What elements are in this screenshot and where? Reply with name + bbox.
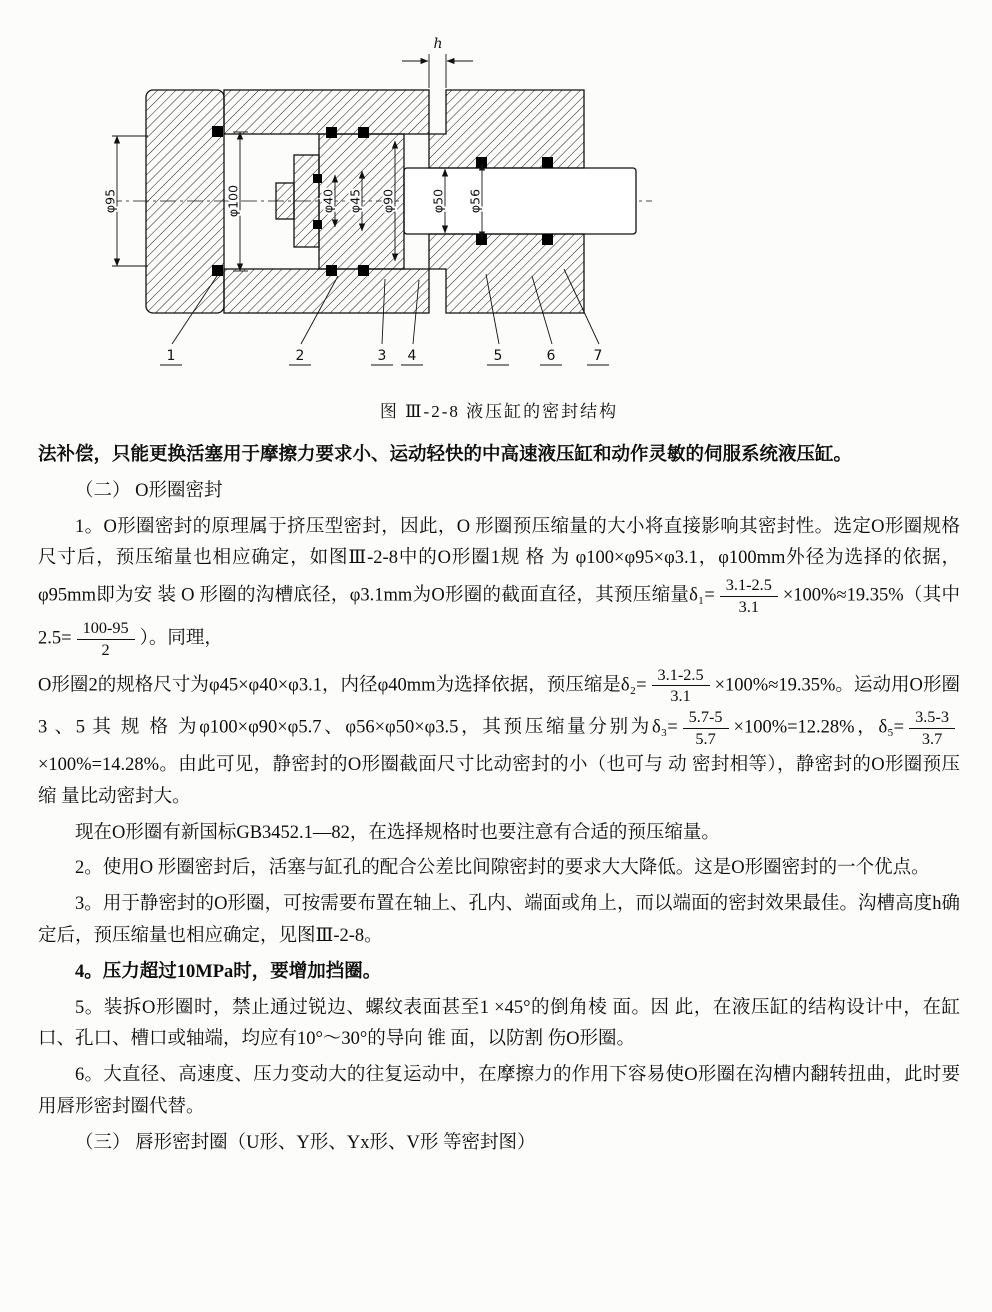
paragraph-7: 5。装拆O形圈时，禁止通过锐边、螺纹表面甚至1 ×45°的倒角棱 面。因 此，在液压缸的结构设计中，在缸口、孔口、槽口或轴端，均应有10°～30°的导向 锥 面，以防割 伤O形圈。 xyxy=(38,997,960,1050)
svg-text:φ56: φ56 xyxy=(467,188,483,214)
section-heading: （二） O形圈密封 xyxy=(75,480,223,501)
o-ring xyxy=(313,174,322,183)
o-ring xyxy=(358,265,369,276)
paragraph-1 xyxy=(38,512,960,661)
paragraph-4: 2。使用O 形圈密封后，活塞与缸孔的配合公差比间隙密封的要求大大降低。这是O形圈密封的一个优点。 xyxy=(75,858,930,879)
text-run: 1。O形圈密封的原理属于挤压型密封，因此，O 形圈预压缩量的大小将直接影响其密封性。选定O形圈规格尺寸后，预压缩量也相应确定，如图Ⅲ-2-8中的O形圈1规 格 为 φ100×φ95×φ3.1，φ100mm外径为选择的依据，φ95mm即为安 装 O 形圈的沟槽底径，φ3.1mm为O形圈的截面直径，其预压缩量δ₁= xyxy=(38,516,960,606)
fraction xyxy=(720,575,778,618)
part-number-2: 2 xyxy=(295,348,305,364)
fraction-denominator: 3.1 xyxy=(738,597,759,617)
rod-cover-top xyxy=(429,90,584,168)
o-ring xyxy=(326,127,337,138)
text-run: ×100%=14.28%。由此可见，静密封的O形圈截面尺寸比动密封的小（也可与 动 密封相等），静密封的O形圈预压缩 量比动密封大。 xyxy=(38,754,960,807)
svg-text:φ50: φ50 xyxy=(430,188,446,214)
text-run: O形圈2的规格尺寸为φ45×φ40×φ3.1，内径φ40mm为选择依据，预压缩是δ₂= xyxy=(38,675,647,696)
piston-bolt-head xyxy=(276,183,294,219)
fraction-numerator: 100-95 xyxy=(77,618,135,640)
figure xyxy=(38,24,960,422)
part-number-1: 1 xyxy=(166,348,176,364)
fraction-denominator: 5.7 xyxy=(695,729,716,749)
diagram-container xyxy=(104,24,804,391)
part-number-4: 4 xyxy=(407,348,417,364)
fraction-numerator: 3.1-2.5 xyxy=(720,575,778,597)
paragraph-6: 4。压力超过10MPa时，要增加挡圈。 xyxy=(75,961,382,982)
o-ring xyxy=(326,265,337,276)
figure-caption: 图 Ⅲ-2-8 液压缸的密封结构 xyxy=(379,402,619,421)
fraction-numerator: 3.5-3 xyxy=(909,707,955,729)
fraction xyxy=(652,665,710,708)
paragraph-2 xyxy=(38,665,960,814)
o-ring xyxy=(476,157,487,168)
rod-cover-bottom xyxy=(429,234,584,313)
dimension-phi100 xyxy=(226,132,249,271)
fraction-numerator: 3.1-2.5 xyxy=(652,665,710,687)
part-number-5: 5 xyxy=(493,348,503,364)
fraction xyxy=(683,707,729,750)
fraction-denominator: 3.7 xyxy=(921,729,943,749)
paragraph-3: 现在O形圈有新国标GB3452.1—82，在选择规格时也要注意有合适的预压缩量。 xyxy=(75,822,720,843)
svg-text:φ90: φ90 xyxy=(380,188,396,214)
svg-text:φ95: φ95 xyxy=(104,188,118,214)
fraction-denominator: 3.1 xyxy=(670,686,691,706)
h-dimension-label: h xyxy=(433,36,443,52)
text-run: ×100%=12.28%，δ₅= xyxy=(733,717,905,738)
hydraulic-cylinder-diagram xyxy=(104,24,804,386)
h-dimension xyxy=(402,36,473,88)
o-ring xyxy=(542,234,553,245)
fraction xyxy=(77,618,135,661)
paragraph-5: 3。用于静密封的O形圈，可按需要布置在轴上、孔内、端面或角上，而以端面的密封效果最佳。沟槽高度h确定后，预压缩量也相应确定，见图Ⅲ-2-8。 xyxy=(38,894,960,946)
fraction xyxy=(909,707,955,750)
part-number-3: 3 xyxy=(377,348,387,364)
end-cap-left xyxy=(146,90,224,313)
text-run: ）。同理， xyxy=(139,628,223,649)
paragraph-8: 6。大直径、高速度、压力变动大的往复运动中，在摩擦力的作用下容易使O形圈在沟槽内翻转扭曲，此时要用唇形密封圈代替。 xyxy=(38,1065,960,1117)
part-number-6: 6 xyxy=(546,348,556,364)
o-ring xyxy=(212,265,223,276)
o-ring xyxy=(542,157,553,168)
svg-text:φ100: φ100 xyxy=(225,184,241,218)
text-run: ×100%≈19.35%（其中2.5= xyxy=(38,585,960,649)
part-number-7: 7 xyxy=(593,348,603,364)
text-run: ×100%≈19.35%。运动用O形圈3 、5 其 规 格 为φ100×φ90×φ5.7、φ56×φ50×φ3.5，其预压缩量分别为δ₃= xyxy=(38,675,960,738)
piston-washer xyxy=(294,155,319,247)
svg-text:φ40: φ40 xyxy=(320,188,336,214)
fraction-denominator: 2 xyxy=(101,639,110,659)
svg-text:φ45: φ45 xyxy=(347,188,363,214)
o-ring xyxy=(313,220,322,229)
fraction-numerator: 5.7-5 xyxy=(683,707,729,729)
o-ring xyxy=(358,127,369,138)
paragraph-intro: 法补偿，只能更换活塞用于摩擦力要求小、运动轻快的中高速液压缸和动作灵敏的伺服系统液压缸。 xyxy=(38,445,853,465)
paragraph-9: （三） 唇形密封圈（U形、Y形、Yx形、V形 等密封图） xyxy=(75,1132,536,1153)
body-text xyxy=(38,440,960,1160)
o-ring xyxy=(476,234,487,245)
o-ring xyxy=(212,126,223,137)
